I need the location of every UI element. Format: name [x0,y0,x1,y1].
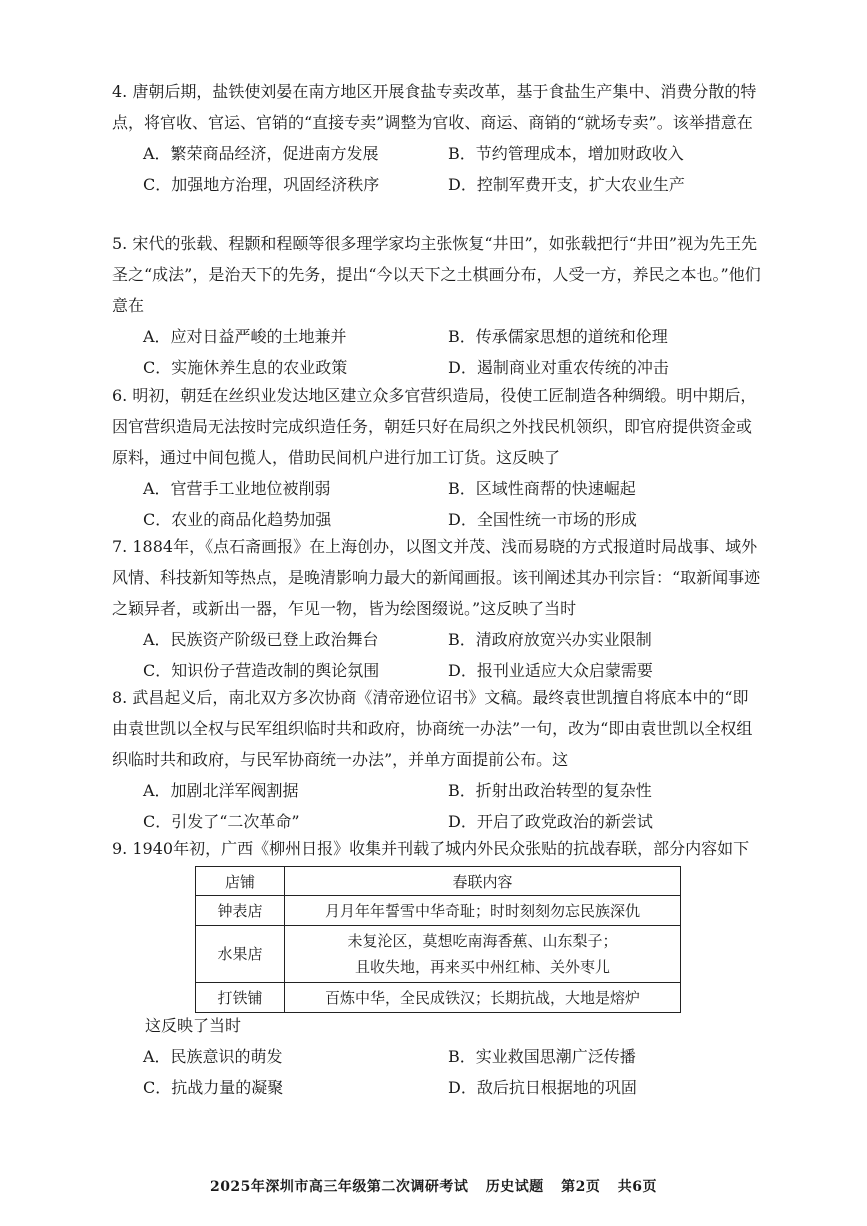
question-number: 7. [112,537,128,556]
question-tail: 这反映了当时 [145,1016,242,1035]
question-stem: 宋代的张载、程颢和程颐等很多理学家均主张恢复“井田”，如张载把行“井田”视为先王先圣之“成法”，是治天下的先务，提出“今以天下之土棋画分布，人受一方，养民之本也。”他们意在 [112,234,761,315]
option-c[interactable]: C．农业的商品化趋势加强 [143,510,332,529]
table-row [196,983,681,1013]
question-stem: 武昌起义后，南北双方多次协商《清帝逊位诏书》文稿。最终袁世凯擅自将底本中的“即由袁世凯以全权与民军组织临时共和政府，协商统一办法”一句，改为“即由袁世凯以全权组织临时共和政府，与民军协商统一办法”，并单方面提前公布。这 [112,688,753,769]
table-header-row [196,867,681,896]
option-b[interactable]: B．区域性商帮的快速崛起 [448,479,636,498]
question-stem: 1940年初，广西《柳州日报》收集并刊载了城内外民众张贴的抗战春联，部分内容如下 [132,839,750,858]
option-d[interactable]: D．控制军费开支，扩大农业生产 [448,175,685,194]
question-number: 8. [112,688,128,707]
option-d[interactable]: D．开启了政党政治的新尝试 [448,812,653,831]
footer-exam-title: 2025年深圳市高三年级第二次调研考试 [209,1179,469,1195]
page-footer [0,1176,867,1196]
option-b[interactable]: B．清政府放宽兴办实业限制 [448,630,652,649]
question-9-options [112,1010,762,1103]
couplet-line-1: 未复沦区，莫想吃南海香蕉、山东梨子； [347,932,618,950]
option-d[interactable]: D．遏制商业对重农传统的冲击 [448,358,669,377]
option-c[interactable]: C．知识份子营造改制的舆论氛围 [143,661,380,680]
option-d[interactable]: D．敌后抗日根据地的巩固 [448,1078,637,1097]
option-c[interactable]: C．实施休养生息的农业政策 [143,358,348,377]
option-a[interactable]: A．官营手工业地位被削弱 [143,479,331,498]
question-7 [112,531,762,686]
question-number: 9. [112,839,128,858]
question-5 [112,228,762,383]
question-4 [112,76,762,200]
table-header-shop: 店铺 [196,867,285,896]
option-a[interactable]: A．繁荣商品经济，促进南方发展 [143,144,379,163]
shop-name: 打铁铺 [196,983,285,1013]
option-c[interactable]: C．抗战力量的凝聚 [143,1078,284,1097]
question-8 [112,682,762,837]
option-b[interactable]: B．折射出政治转型的复杂性 [448,781,652,800]
table-row [196,896,681,926]
couplet-text: 月月年年誓雪中华奇耻；时时刻刻勿忘民族深仇 [285,896,681,926]
footer-total-pages: 共6页 [617,1179,658,1195]
question-9 [112,833,762,864]
option-a[interactable]: A．民族资产阶级已登上政治舞台 [143,630,379,649]
option-c[interactable]: C．加强地方治理，巩固经济秩序 [143,175,380,194]
question-number: 6. [112,386,128,405]
option-b[interactable]: B．传承儒家思想的道统和伦理 [448,327,668,346]
couplet-text: 百炼中华，全民成铁汉；长期抗战，大地是熔炉 [285,983,681,1013]
table-row [196,926,681,983]
question-stem: 1884年，《点石斋画报》在上海创办，以图文并茂、浅而易晓的方式报道时局战事、域外风情、科技新知等热点，是晚清影响力最大的新闻画报。该刊阐述其办刊宗旨：“取新闻事迹之颖异者，或新出一器，乍见一物，皆为绘图缀说。”这反映了当时 [112,537,761,618]
shop-name: 钟表店 [196,896,285,926]
option-b[interactable]: B．实业救国思潮广泛传播 [448,1047,636,1066]
option-d[interactable]: D．全国性统一市场的形成 [448,510,637,529]
question-6 [112,380,762,535]
option-d[interactable]: D．报刊业适应大众启蒙需要 [448,661,653,680]
footer-subject: 历史试题 [485,1179,544,1195]
option-a[interactable]: A．应对日益严峻的土地兼并 [143,327,347,346]
couplet-table [195,866,681,1013]
option-b[interactable]: B．节约管理成本，增加财政收入 [448,144,684,163]
table-header-content: 春联内容 [285,867,681,896]
question-stem: 明初，朝廷在丝织业发达地区建立众多官营织造局，役使工匠制造各种绸缎。明中期后，因官营织造局无法按时完成织造任务，朝廷只好在局织之外找民机领织，即官府提供资金或原料，通过中间包揽人，借助民间机户进行加工订货。这反映了 [112,386,757,467]
couplet-line-2: 且收失地，再来买中州红柿、关外枣儿 [354,958,610,976]
question-number: 4. [112,82,128,101]
footer-page-number: 第2页 [561,1179,601,1195]
option-a[interactable]: A．民族意识的萌发 [143,1047,283,1066]
question-number: 5. [112,234,128,253]
option-c[interactable]: C．引发了“二次革命” [143,812,300,831]
option-a[interactable]: A．加剧北洋军阀割据 [143,781,299,800]
shop-name: 水果店 [196,926,285,983]
question-stem: 唐朝后期，盐铁使刘晏在南方地区开展食盐专卖改革，基于食盐生产集中、消费分散的特点，将官收、官运、官销的“直接专卖”调整为官收、商运、商销的“就场专卖”。该举措意在 [112,82,757,132]
